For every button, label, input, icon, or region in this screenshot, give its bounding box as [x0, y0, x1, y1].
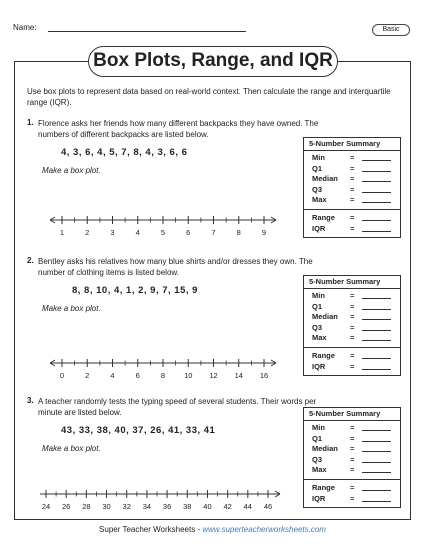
summary-heading: 5-Number Summary [304, 276, 400, 289]
tick-label: 10 [184, 371, 193, 380]
make-box-plot-prompt: Make a box plot. [42, 444, 101, 453]
min-blank[interactable] [362, 298, 391, 299]
tick-label: 14 [234, 371, 243, 380]
equals-sign: = [350, 322, 355, 332]
tick-label: 30 [102, 502, 111, 511]
equals-sign: = [350, 423, 355, 432]
max-label: Max [312, 195, 327, 205]
range-label: Range [312, 212, 335, 222]
question-number: 1. [27, 118, 34, 127]
equals-sign: = [350, 301, 355, 311]
footer-separator: - [195, 525, 203, 534]
tick-label: 6 [135, 371, 140, 380]
tick-label: 4 [110, 371, 115, 380]
max-blank[interactable] [362, 340, 391, 341]
tick-label: 36 [162, 502, 172, 511]
tick-label: 24 [41, 502, 51, 511]
tick-label: 5 [160, 228, 166, 237]
tick-label: 28 [82, 502, 91, 511]
equals-sign: = [350, 444, 355, 454]
question-number: 2. [27, 256, 34, 265]
range-blank[interactable] [362, 490, 391, 491]
make-box-plot-prompt: Make a box plot. [42, 304, 101, 313]
tick-label: 26 [62, 502, 71, 511]
iqr-blank[interactable] [362, 369, 391, 370]
tick-label: 4 [135, 228, 140, 237]
range-blank[interactable] [362, 358, 391, 359]
question-number: 3. [27, 396, 34, 405]
equals-sign: = [350, 184, 355, 194]
equals-sign: = [350, 312, 355, 322]
footer-brand: Super Teacher Worksheets [99, 525, 196, 534]
equals-sign: = [350, 465, 355, 475]
tick-label: 7 [211, 228, 216, 237]
equals-sign: = [350, 223, 355, 233]
data-set: 4, 3, 6, 4, 5, 7, 8, 4, 3, 6, 6 [61, 147, 188, 158]
q1-label: Q1 [312, 163, 323, 173]
equals-sign: = [350, 174, 355, 184]
tick-label: 2 [85, 228, 90, 237]
iqr-blank[interactable] [362, 231, 391, 232]
range-blank[interactable] [362, 220, 391, 221]
summary-heading: 5-Number Summary [304, 138, 400, 151]
tick-label: 3 [110, 228, 115, 237]
median-blank[interactable] [362, 181, 391, 182]
equals-sign: = [350, 361, 355, 371]
footer [0, 525, 425, 534]
equals-sign: = [350, 493, 355, 503]
tick-label: 40 [203, 502, 212, 511]
make-box-plot-prompt: Make a box plot. [42, 166, 101, 175]
equals-sign: = [350, 291, 355, 300]
question-text: A teacher randomly tests the typing speed of several students. Their words per minute are listed below. [38, 397, 317, 417]
tick-label: 1 [59, 228, 65, 237]
iqr-label: IQR [312, 223, 326, 233]
q1-label: Q1 [312, 301, 323, 311]
tick-label: 9 [261, 228, 267, 237]
instructions: Use box plots to represent data based on real-world context. Then calculate the range and interquartile range (IQR). [27, 87, 391, 107]
median-label: Median [312, 444, 338, 454]
equals-sign: = [350, 454, 355, 464]
level-badge: Basic [372, 24, 410, 36]
min-label: Min [312, 153, 325, 162]
tick-label: 42 [223, 502, 232, 511]
iqr-label: IQR [312, 493, 326, 503]
five-number-summary-1 [303, 137, 401, 238]
q1-blank[interactable] [362, 171, 391, 172]
median-label: Median [312, 312, 338, 322]
q3-blank[interactable] [362, 462, 391, 463]
median-blank[interactable] [362, 451, 391, 452]
page-title: Box Plots, Range, and IQR [88, 46, 338, 77]
tick-label: 0 [59, 371, 65, 380]
min-label: Min [312, 423, 325, 432]
tick-label: 16 [259, 371, 269, 380]
max-blank[interactable] [362, 202, 391, 203]
q3-label: Q3 [312, 454, 323, 464]
name-label: Name: [13, 23, 37, 32]
number-line-2[interactable] [40, 357, 290, 383]
q3-blank[interactable] [362, 330, 391, 331]
q1-blank[interactable] [362, 309, 391, 310]
range-label: Range [312, 350, 335, 360]
tick-label: 44 [243, 502, 252, 511]
iqr-blank[interactable] [362, 501, 391, 502]
min-blank[interactable] [362, 430, 391, 431]
five-number-summary-2 [303, 275, 401, 376]
equals-sign: = [350, 333, 355, 343]
equals-sign: = [350, 195, 355, 205]
number-line-1[interactable] [40, 214, 290, 240]
max-label: Max [312, 333, 327, 343]
tick-label: 34 [142, 502, 152, 511]
question-text: Bentley asks his relatives how many blue shirts and/or dresses they own. The number of clothing items is listed below. [38, 257, 313, 277]
name-blank[interactable] [48, 31, 246, 32]
tick-label: 12 [209, 371, 218, 380]
median-label: Median [312, 174, 338, 184]
equals-sign: = [350, 433, 355, 443]
tick-label: 38 [183, 502, 192, 511]
median-blank[interactable] [362, 319, 391, 320]
equals-sign: = [350, 163, 355, 173]
tick-label: 8 [236, 228, 241, 237]
equals-sign: = [350, 350, 355, 360]
equals-sign: = [350, 153, 355, 162]
max-blank[interactable] [362, 472, 391, 473]
number-line-3[interactable] [40, 488, 290, 514]
q1-blank[interactable] [362, 441, 391, 442]
equals-sign: = [350, 212, 355, 222]
q3-blank[interactable] [362, 192, 391, 193]
min-label: Min [312, 291, 325, 300]
data-set: 43, 33, 38, 40, 37, 26, 41, 33, 41 [61, 425, 216, 436]
iqr-label: IQR [312, 361, 326, 371]
tick-label: 46 [263, 502, 273, 511]
footer-link[interactable]: www.superteacherworksheets.com [202, 525, 326, 534]
tick-label: 6 [186, 228, 191, 237]
max-label: Max [312, 465, 327, 475]
tick-label: 32 [122, 502, 131, 511]
summary-heading: 5-Number Summary [304, 408, 400, 421]
range-label: Range [312, 482, 335, 492]
q1-label: Q1 [312, 433, 323, 443]
q3-label: Q3 [312, 322, 323, 332]
five-number-summary-3 [303, 407, 401, 508]
tick-label: 8 [160, 371, 166, 380]
data-set: 8, 8, 10, 4, 1, 2, 9, 7, 15, 9 [72, 285, 198, 296]
equals-sign: = [350, 482, 355, 492]
question-text: Florence asks her friends how many different backpacks they have owned. The numbers of different backpacks are listed below. [38, 119, 319, 139]
q3-label: Q3 [312, 184, 323, 194]
min-blank[interactable] [362, 160, 391, 161]
tick-label: 2 [85, 371, 90, 380]
